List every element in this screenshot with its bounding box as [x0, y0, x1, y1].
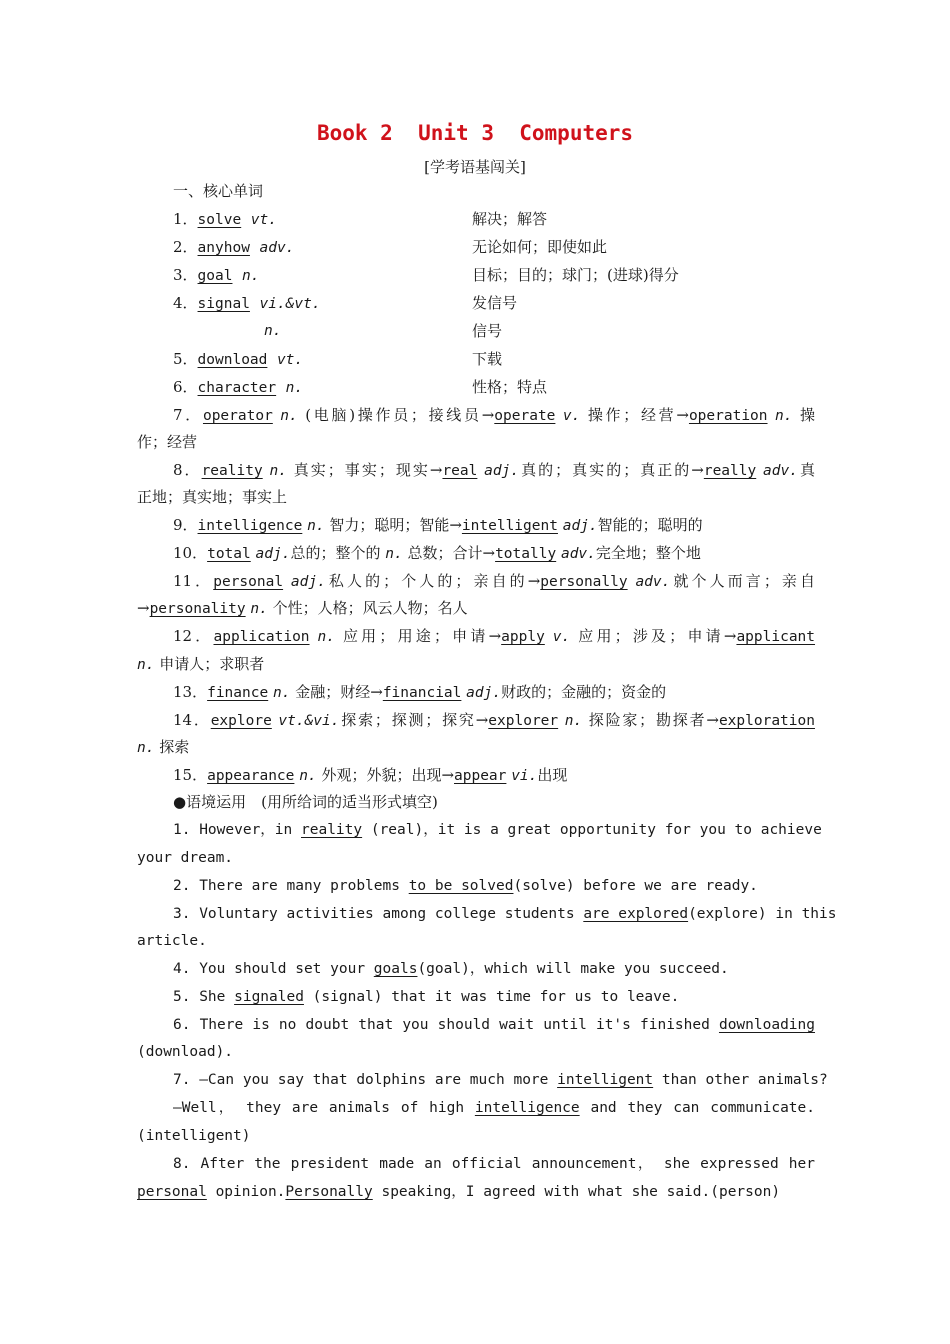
vocab-row: n. 信号 [264, 322, 503, 340]
vocab-meaning: 性格；特点 [472, 378, 548, 396]
vocab-word: solve [197, 212, 242, 228]
derived-entry: 13．finance n. 金融；财经→financial adj.财政的；金融的；资金的 [173, 683, 667, 701]
exercise-sentence-cont: article. [137, 933, 207, 949]
vocab-row: 1．solve vt. 解决；解答 [173, 210, 548, 228]
derived-entry: 15．appearance n. 外观；外貌；出现→appear vi.出现 [173, 766, 568, 784]
derived-entry: 7．operator n. (电脑)操作员；接线员→operate v. 操作；经营→operation n. 操 [173, 406, 815, 424]
exercise-sentence: 5. She signaled (signal) that it was time for us to leave. [173, 989, 680, 1005]
exercise-sentence: —Well， they are animals of high intelligence and they can communicate. [173, 1100, 815, 1116]
exercise-sentence-cont: your dream. [137, 850, 234, 866]
derived-entry-cont: 作；经营 [137, 433, 198, 451]
exercise-sentence: 1. However，in reality (real)，it is a great opportunity for you to achieve [173, 822, 822, 838]
answer-blank: to be solved [408, 878, 514, 894]
vocab-word: download [197, 352, 268, 368]
vocab-meaning: 信号 [472, 322, 503, 340]
derived-entry: 10．total adj.总的；整个的 n. 总数；合计→totally adv.完全地；整个地 [173, 544, 701, 562]
vocab-row: 5．download vt. 下载 [173, 350, 503, 368]
derived-entry-cont: →personality n. 个性；人格；风云人物；名人 [137, 599, 468, 617]
answer-blank: are explored [583, 906, 689, 922]
page-subtitle: [学考语基闯关] [424, 158, 526, 176]
vocab-meaning: 发信号 [472, 294, 518, 312]
exercise-sentence: 8. After the president made an official announcement， she expressed her [173, 1156, 815, 1172]
vocab-row: 4．signal vi.&vt. 发信号 [173, 294, 518, 312]
derived-entry: 11．personal adj.私人的；个人的；亲自的→personally adv.就个人而言；亲自 [173, 572, 815, 590]
exercise-sentence: 2. There are many problems to be solved(solve) before we are ready. [173, 878, 758, 894]
vocab-row: 2．anyhow adv. 无论如何；即使如此 [173, 238, 608, 256]
exercise-sentence: 6. There is no doubt that you should wait until it's finished downloading [173, 1017, 815, 1033]
vocab-meaning: 下载 [472, 350, 503, 368]
vocab-row: 6．character n. 性格；特点 [173, 378, 548, 396]
derived-entry: 14．explore vt.&vi.探索；探测；探究→explorer n. 探险家；勘探者→exploration [173, 711, 815, 729]
vocab-meaning: 无论如何；即使如此 [472, 238, 608, 256]
derived-entry-cont: n. 申请人；求职者 [137, 655, 265, 673]
vocab-meaning: 解决；解答 [472, 210, 548, 228]
vocab-word: goal [197, 268, 233, 284]
derived-entry-cont: n. 探索 [137, 738, 190, 756]
vocab-word: signal [197, 296, 250, 312]
section-heading-context: ●语境运用 (用所给词的适当形式填空) [173, 793, 438, 811]
answer-blank: downloading [718, 1017, 815, 1033]
derived-entry: 12．application n. 应用；用途；申请→apply v. 应用；涉及；申请→applicant [173, 627, 816, 645]
vocab-meaning: 目标；目的；球门；(进球)得分 [472, 266, 679, 284]
vocab-word: anyhow [197, 240, 250, 256]
answer-blank: intelligence [474, 1100, 580, 1116]
answer-blank: intelligent [557, 1072, 654, 1088]
exercise-sentence: 7. —Can you say that dolphins are much more intelligent than other animals? [173, 1072, 828, 1088]
derived-entry-cont: 正地；真实地；事实上 [137, 488, 288, 506]
exercise-sentence-cont: personal opinion.Personally speaking，I agreed with what she said.(person) [137, 1184, 781, 1200]
exercise-sentence: 4. You should set your goals(goal)，which will make you succeed. [173, 961, 729, 977]
derived-entry: 8．reality n. 真实；事实；现实→real adj.真的；真实的；真正的→really adv.真 [173, 461, 815, 479]
derived-entry: 9．intelligence n. 智力；聪明；智能→intelligent adj.智能的；聪明的 [173, 516, 703, 534]
vocab-word: character [197, 380, 277, 396]
section-heading-vocab: 一、核心单词 [173, 182, 264, 200]
answer-blank: reality [301, 822, 363, 838]
exercise-sentence-cont: (intelligent) [137, 1128, 251, 1144]
answer-blank: personal [137, 1184, 207, 1200]
answer-blank: signaled [234, 989, 304, 1005]
exercise-sentence: 3. Voluntary activities among college students are explored(explore) in this [173, 906, 837, 922]
answer-blank: goals [373, 961, 418, 977]
vocab-row: 3．goal n. 目标；目的；球门；(进球)得分 [173, 266, 679, 284]
page-title: Book 2 Unit 3 Computers [316, 121, 634, 145]
answer-blank: Personally [285, 1184, 373, 1200]
exercise-sentence-cont: (download). [137, 1044, 234, 1060]
